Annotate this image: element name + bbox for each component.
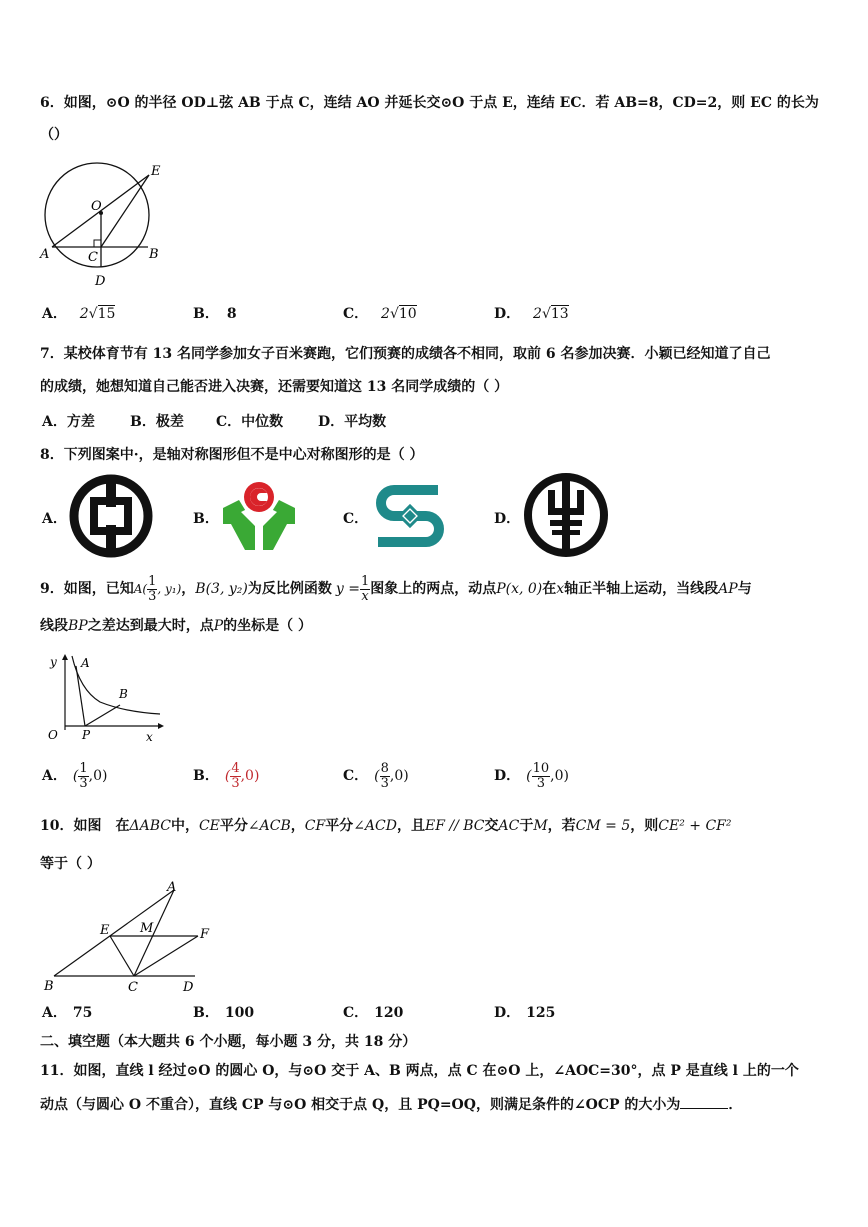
q6-option-d: D． 2√13	[494, 306, 569, 322]
q6-label-o: O	[91, 199, 102, 214]
q9-option-c: C． ( $\frac{8}{3}$ ,0)	[343, 761, 409, 791]
q10-option-c: C． 120	[343, 1005, 404, 1021]
q9-line1: 9．如图，已知A( $\frac{1}{3}$ , y₁)，B(3, y₂)为反比例函数 y = $\frac{1}{x}$ 图象上的两点，动点P(x, 0)在x轴正半轴上运动，当线段AP与	[40, 574, 752, 604]
q9-option-a: A． ( $\frac{1}{3}$ ,0)	[42, 761, 108, 791]
q10-label-b: B	[44, 979, 54, 994]
q10-label-f: F	[200, 927, 210, 942]
q10-option-d: D． 125	[494, 1005, 556, 1021]
q7-option-d: D．平均数	[318, 414, 387, 430]
q8-option-d-label: D．	[494, 511, 521, 527]
q10-line2: 等于（ ）	[40, 856, 101, 872]
q9-label-a: A	[81, 656, 90, 670]
q6-label-c: C	[88, 250, 98, 265]
q6-option-a: A． 2√15	[42, 306, 116, 322]
bank-of-china-logo-icon	[68, 474, 154, 558]
q10-label-a: A	[167, 880, 177, 895]
q9-option-d: D． ( $\frac{10}{3}$ ,0)	[494, 761, 569, 791]
q9-label-y: y	[50, 655, 57, 669]
q10-option-b: B． 100	[193, 1005, 255, 1021]
q8-stem: 8．下列图案中·，是轴对称图形但不是中心对称图形的是（ ）	[40, 447, 424, 463]
q9-label-b: B	[119, 687, 128, 701]
q6-label-b: B	[149, 247, 159, 262]
section-2-title: 二、填空题（本大题共 6 个小题，每小题 3 分，共 18 分）	[40, 1034, 417, 1050]
q9-label-o: O	[48, 728, 58, 742]
q11-answer-blank[interactable]	[680, 1108, 728, 1109]
q10-label-d: D	[183, 980, 194, 995]
q10-line1: 10．如图 在ΔABC中，CE平分∠ACB，CF平分∠ACD，且EF // BC交AC于M，若CM = 5，则CE² + CF²	[40, 818, 732, 834]
q10-label-c: C	[128, 980, 138, 995]
q11-line2: 动点（与圆心 O 不重合），直线 CP 与⊙O 相交于点 Q，且 PQ=OQ，则满足条件的∠OCP 的大小为 ．	[40, 1097, 743, 1113]
q6-label-a: A	[40, 247, 50, 262]
q8-option-c-label: C．	[343, 511, 369, 527]
q6-option-c: C． 2√10	[343, 306, 417, 322]
q6-label-d: D	[95, 274, 106, 289]
q6-label-e: E	[151, 164, 161, 179]
cmb-s-logo-icon	[368, 482, 452, 550]
q7-option-c: C．中位数	[216, 414, 284, 430]
q10-label-m: M	[140, 921, 154, 936]
q7-line1: 7．某校体育节有 13 名同学参加女子百米赛跑，它们预赛的成绩各不相同，取前 6 名参加决赛．小颖已经知道了自己	[40, 346, 771, 362]
q9-label-p: P	[82, 728, 91, 742]
q9-figure	[40, 650, 170, 745]
q10-figure	[40, 876, 220, 996]
q7-option-a: A．方差	[42, 414, 95, 430]
q6-figure	[35, 160, 175, 290]
q9-option-b: B． ( $\frac{4}{3}$ ,0)	[193, 761, 260, 791]
icbc-like-logo-icon	[219, 478, 299, 554]
q11-line1: 11．如图，直线 l 经过⊙O 的圆心 O，与⊙O 交于 A、B 两点，点 C 在⊙O 上，∠AOC=30°，点 P 是直线 l 上的一个	[40, 1063, 799, 1079]
q6-stem: 6．如图，⊙O 的半径 OD⊥弦 AB 于点 C，连结 AO 并延长交⊙O 于点 E，连结 EC．若 AB=8，CD=2，则 EC 的长为	[40, 95, 819, 111]
q8-option-b-label: B．	[193, 511, 219, 527]
abc-bank-logo-icon	[522, 472, 610, 558]
q7-option-b: B．极差	[130, 414, 184, 430]
q6-option-b: B． 8	[193, 306, 237, 322]
q10-option-a: A． 75	[42, 1005, 93, 1021]
q6-paren: （）	[40, 127, 68, 143]
q9-line2: 线段BP之差达到最大时，点P的坐标是（ ）	[40, 618, 313, 634]
q7-line2: 的成绩，她想知道自己能否进入决赛，还需要知道这 13 名同学成绩的（ ）	[40, 379, 509, 395]
q8-option-a-label: A．	[42, 511, 67, 527]
q10-label-e: E	[100, 923, 110, 938]
q9-label-x: x	[146, 730, 153, 744]
